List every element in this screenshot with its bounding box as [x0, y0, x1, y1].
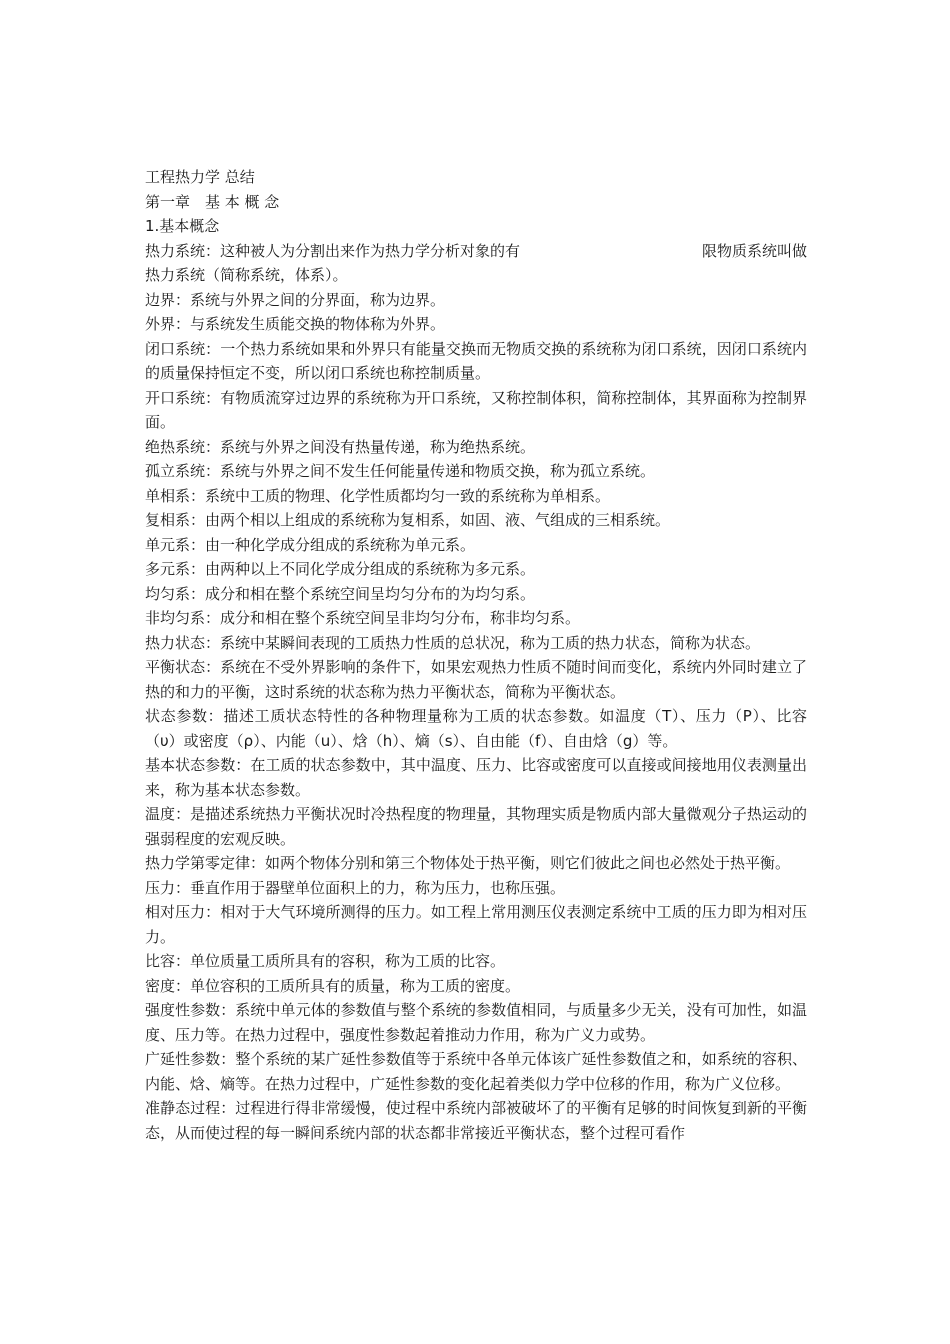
- paragraph: 热力学第零定律：如两个物体分别和第三个物体处于热平衡，则它们彼此之间也必然处于热平衡。: [145, 854, 791, 872]
- paragraph: 外界：与系统发生质能交换的物体称为外界。: [145, 315, 446, 333]
- chapter-heading: 第一章 基 本 概 念: [145, 192, 280, 211]
- document-title: 工程热力学 总结: [145, 168, 255, 186]
- paragraph: 基本状态参数：在工质的状态参数中，其中温度、压力、比容或密度可以直接或间接地用仪表测量出来，称为基本状态参数。: [145, 756, 807, 799]
- paragraph: 均匀系：成分和相在整个系统空间呈均匀分布的为均匀系。: [145, 584, 536, 603]
- section-heading: 1.基本概念: [145, 217, 220, 235]
- paragraph-list: [145, 288, 807, 1146]
- paragraph: 强度性参数：系统中单元体的参数值与整个系统的参数值相同，与质量多少无关，没有可加性，如温度、压力等。在热力过程中，强度性参数起着推动力作用，称为广义力或势。: [145, 1001, 807, 1044]
- paragraph-first-line-right: 限物质系统叫做: [701, 241, 807, 260]
- paragraph: 开口系统：有物质流穿过边界的系统称为开口系统，又称控制体积，简称控制体，其界面称为控制界面。: [145, 388, 807, 431]
- paragraph: 密度：单位容积的工质所具有的质量，称为工质的密度。: [145, 976, 521, 995]
- paragraph: 多元系：由两种以上不同化学成分组成的系统称为多元系。: [145, 560, 536, 578]
- paragraph: 复相系：由两个相以上组成的系统称为复相系，如固、液、气组成的三相系统。: [145, 511, 671, 529]
- paragraph-first-line-continuation: 热力系统（简称系统，体系）。: [145, 266, 348, 284]
- paragraph-first-line: [145, 239, 807, 264]
- paragraph: 准静态过程：过程进行得非常缓慢，使过程中系统内部被破坏了的平衡有足够的时间恢复到新的平衡态，从而使过程的每一瞬间系统内部的状态都非常接近平衡状态，整个过程可看作: [145, 1099, 807, 1142]
- paragraph: 热力状态：系统中某瞬间表现的工质热力性质的总状况，称为工质的热力状态，简称为状态。: [145, 633, 761, 652]
- paragraph: 压力：垂直作用于器壁单位面积上的力，称为压力，也称压强。: [145, 878, 566, 897]
- paragraph: 单相系：系统中工质的物理、化学性质都均匀一致的系统称为单相系。: [145, 486, 611, 505]
- paragraph: 单元系：由一种化学成分组成的系统称为单元系。: [145, 535, 476, 554]
- paragraph: 比容：单位质量工质所具有的容积，称为工质的比容。: [145, 952, 506, 970]
- paragraph: 温度：是描述系统热力平衡状况时冷热程度的物理量，其物理实质是物质内部大量微观分子热运动的强弱程度的宏观反映。: [145, 805, 807, 848]
- paragraph: 状态参数：描述工质状态特性的各种物理量称为工质的状态参数。如温度（T）、压力（P）、比容（υ）或密度（ρ）、内能（u）、焓（h）、熵（s）、自由能（f）、自由焓（g）等。: [145, 707, 807, 750]
- paragraph: 相对压力：相对于大气环境所测得的压力。如工程上常用测压仪表测定系统中工质的压力即为相对压力。: [145, 903, 807, 946]
- paragraph: 平衡状态：系统在不受外界影响的条件下，如果宏观热力性质不随时间而变化，系统内外同时建立了热的和力的平衡，这时系统的状态称为热力平衡状态，简称为平衡状态。: [145, 658, 807, 701]
- paragraph: 广延性参数：整个系统的某广延性参数值等于系统中各单元体该广延性参数值之和，如系统的容积、内能、焓、熵等。在热力过程中，广延性参数的变化起着类似力学中位移的作用，称为广义位移。: [145, 1050, 807, 1093]
- paragraph-first-line-left: 热力系统：这种被人为分割出来作为热力学分析对象的有: [145, 241, 521, 260]
- paragraph: 绝热系统：系统与外界之间没有热量传递，称为绝热系统。: [145, 437, 536, 456]
- paragraph: 闭口系统：一个热力系统如果和外界只有能量交换而无物质交换的系统称为闭口系统，因闭口系统内的质量保持恒定不变，所以闭口系统也称控制质量。: [145, 339, 807, 382]
- paragraph: 边界：系统与外界之间的分界面，称为边界。: [145, 290, 446, 309]
- document-page: [145, 165, 807, 1145]
- paragraph: 非均匀系：成分和相在整个系统空间呈非均匀分布，称非均匀系。: [145, 609, 581, 627]
- paragraph: 孤立系统：系统与外界之间不发生任何能量传递和物质交换，称为孤立系统。: [145, 462, 656, 480]
